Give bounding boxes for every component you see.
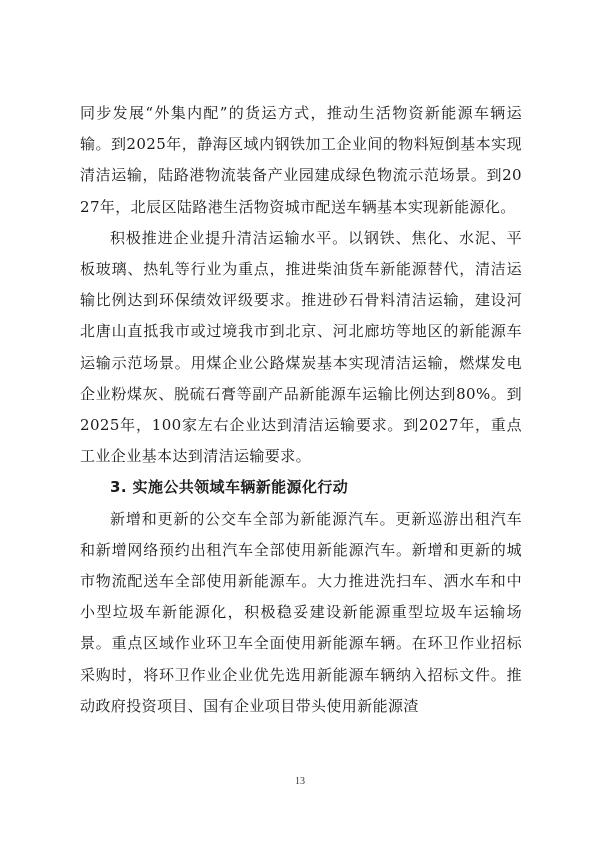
body-text	[80, 98, 522, 722]
paragraph-clean-transport: 积极推进企业提升清洁运输水平。以钢铁、焦化、水泥、平板玻璃、热轧等行业为重点，推进柴油货车新能源替代，清洁运输比例达到环保绩效评级要求。推进砂石骨料清洁运输，建设河北唐山直抵我市或过境我市到北京、河北廊坊等地区的新能源车运输示范场景。用煤企业公路煤炭基本实现清洁运输，燃煤发电企业粉煤灰、脱硫石膏等副产品新能源车运输比例达到80%。到2025年，100家左右企业达到清洁运输要求。到2027年，重点工业企业基本达到清洁运输要求。	[80, 228, 522, 466]
paragraph-public-vehicles: 新增和更新的公交车全部为新能源汽车。更新巡游出租汽车和新增网络预约出租汽车全部使用新能源汽车。新增和更新的城市物流配送车全部使用新能源车。大力推进洗扫车、洒水车和中小型垃圾车新能源化，积极稳妥建设新能源重型垃圾车运输场景。重点区域作业环卫车全面使用新能源车辆。在环卫作业招标采购时，将环卫作业企业优先选用新能源车辆纳入招标文件。推动政府投资项目、国有企业项目带头使用新能源渣	[80, 509, 522, 715]
section-heading: 3. 实施公共领域车辆新能源化行动	[110, 478, 349, 497]
page-number: 13	[295, 776, 305, 787]
paragraph-continued: 同步发展“外集内配”的货运方式，推动生活物资新能源车辆运输。到2025年，静海区域内钢铁加工企业间的物料短倒基本实现清洁运输，陆路港物流装备产业园建成绿色物流示范场景。到2027年，北辰区陆路港生活物资城市配送车辆基本实现新能源化。	[80, 104, 522, 216]
